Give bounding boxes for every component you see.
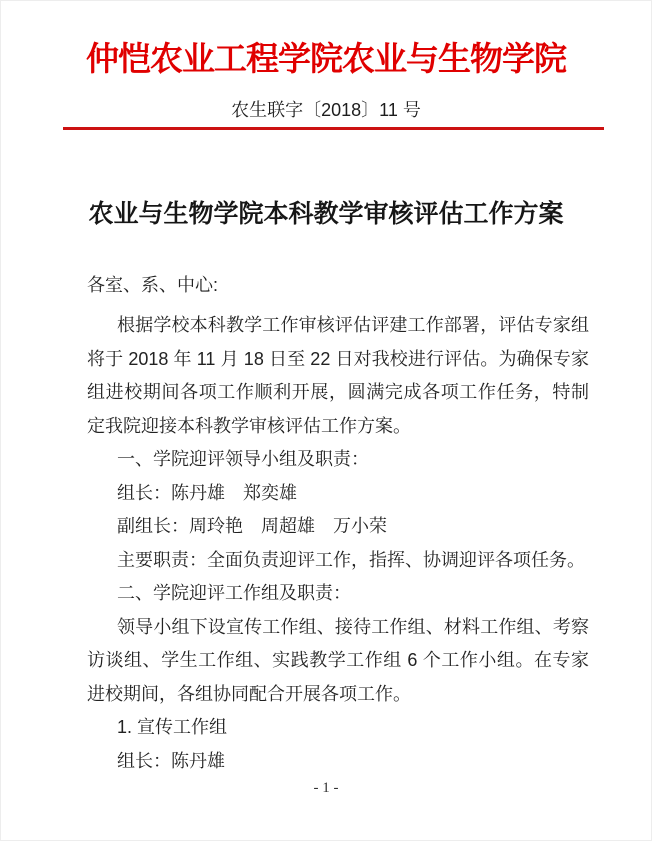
red-divider [63, 127, 604, 130]
body-paragraph: 副组长：周玲艳 周超雄 万小荣 [117, 516, 387, 536]
body-paragraph: 组长：陈丹雄 郑奕雄 [117, 482, 297, 503]
document-number: 农生联字〔2018〕11 号 [231, 100, 421, 120]
body-paragraph: 主要职责：全面负责迎评工作，指挥、协调迎评各项任务。 [117, 549, 585, 570]
body-paragraph: 1. 宣传工作组 [117, 717, 228, 737]
document-title: 农业与生物学院本科教学审核评估工作方案 [88, 200, 564, 228]
body-paragraph: 根据学校本科教学工作审核评估评建工作部署，评估专家组将于 2018 年 11 月 18 日至 22 日对我校进行评估。为确保专家组进校期间各项工作顺利开展，圆满完成各项工作任务，特制定我院迎接本科教学审核评估工作方案。 [87, 315, 589, 436]
salutation: 各室、系、中心: [87, 275, 219, 295]
body-paragraph: 领导小组下设宣传工作组、接待工作组、材料工作组、考察访谈组、学生工作组、实践教学工作组 6 个工作小组。在专家进校期间，各组协同配合开展各项工作。 [87, 616, 589, 704]
institution-header: 仲恺农业工程学院农业与生物学院 [86, 42, 566, 78]
body-paragraph: 组长：陈丹雄 [117, 750, 225, 771]
section-heading: 二、学院迎评工作组及职责： [117, 583, 351, 603]
section-heading: 一、学院迎评领导小组及职责： [117, 449, 369, 469]
page-number: - 1 - [313, 780, 339, 796]
document-body [87, 269, 589, 778]
